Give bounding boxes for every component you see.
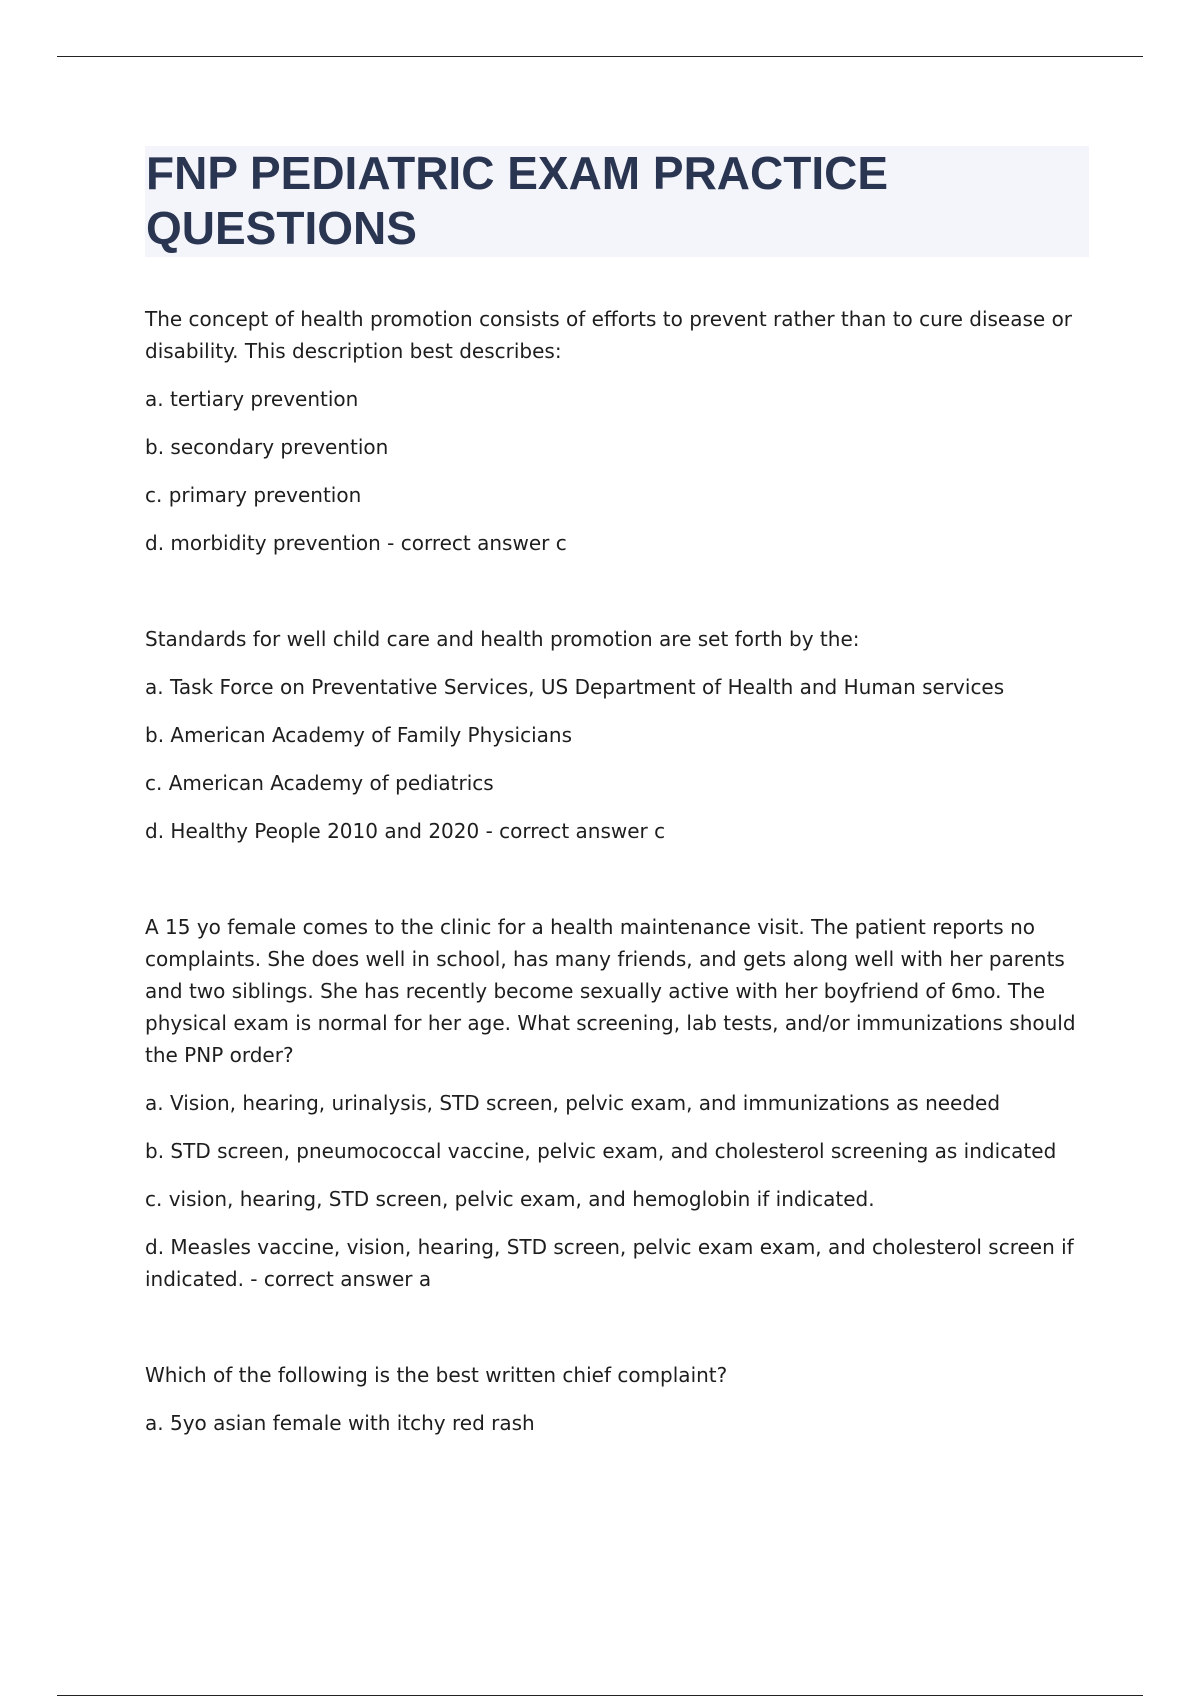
question-text: The concept of health promotion consists of efforts to prevent rather than to cure disease or disability. This description best describes:: [145, 307, 1073, 363]
answer-option: c. primary prevention: [145, 483, 362, 507]
answer-option: d. Measles vaccine, vision, hearing, STD screen, pelvic exam exam, and cholesterol screen if indicated. - correct answer a: [145, 1235, 1074, 1291]
question-spacer: [145, 847, 1105, 911]
question-text: Standards for well child care and health promotion are set forth by the:: [145, 627, 860, 651]
question-spacer: [145, 1295, 1105, 1359]
answer-option: c. American Academy of pediatrics: [145, 771, 494, 795]
question-block-4: [145, 1359, 1105, 1439]
question-block-2: [145, 623, 1105, 847]
footer-rule: [57, 1695, 1143, 1696]
answer-option: a. Task Force on Preventative Services, US Department of Health and Human services: [145, 675, 1005, 699]
header-rule: [57, 56, 1143, 57]
question-block-1: [145, 303, 1105, 559]
answer-option: d. Healthy People 2010 and 2020 - correct answer c: [145, 819, 666, 843]
answer-option: a. Vision, hearing, urinalysis, STD screen, pelvic exam, and immunizations as needed: [145, 1091, 1001, 1115]
question-text: Which of the following is the best written chief complaint?: [145, 1363, 728, 1387]
question-spacer: [145, 559, 1105, 623]
page-title: FNP PEDIATRIC EXAM PRACTICE QUESTIONS: [146, 147, 889, 254]
question-text: A 15 yo female comes to the clinic for a health maintenance visit. The patient reports no complaints. She does well in school, has many friends, and gets along well with her parents and two siblings. She has recently become sexually active with her boyfriend of 6mo. The physical exam is normal for her age. What screening, lab tests, and/or immunizations should the PNP order?: [145, 915, 1076, 1067]
question-block-3: [145, 911, 1105, 1295]
title-banner: [145, 146, 1089, 257]
answer-option: c. vision, hearing, STD screen, pelvic exam, and hemoglobin if indicated.: [145, 1187, 875, 1211]
answer-option: d. morbidity prevention - correct answer c: [145, 531, 567, 555]
answer-option: a. 5yo asian female with itchy red rash: [145, 1411, 535, 1435]
answer-option: b. STD screen, pneumococcal vaccine, pelvic exam, and cholesterol screening as indicated: [145, 1139, 1057, 1163]
question-list: [145, 303, 1105, 1439]
answer-option: a. tertiary prevention: [145, 387, 359, 411]
answer-option: b. secondary prevention: [145, 435, 389, 459]
answer-option: b. American Academy of Family Physicians: [145, 723, 573, 747]
